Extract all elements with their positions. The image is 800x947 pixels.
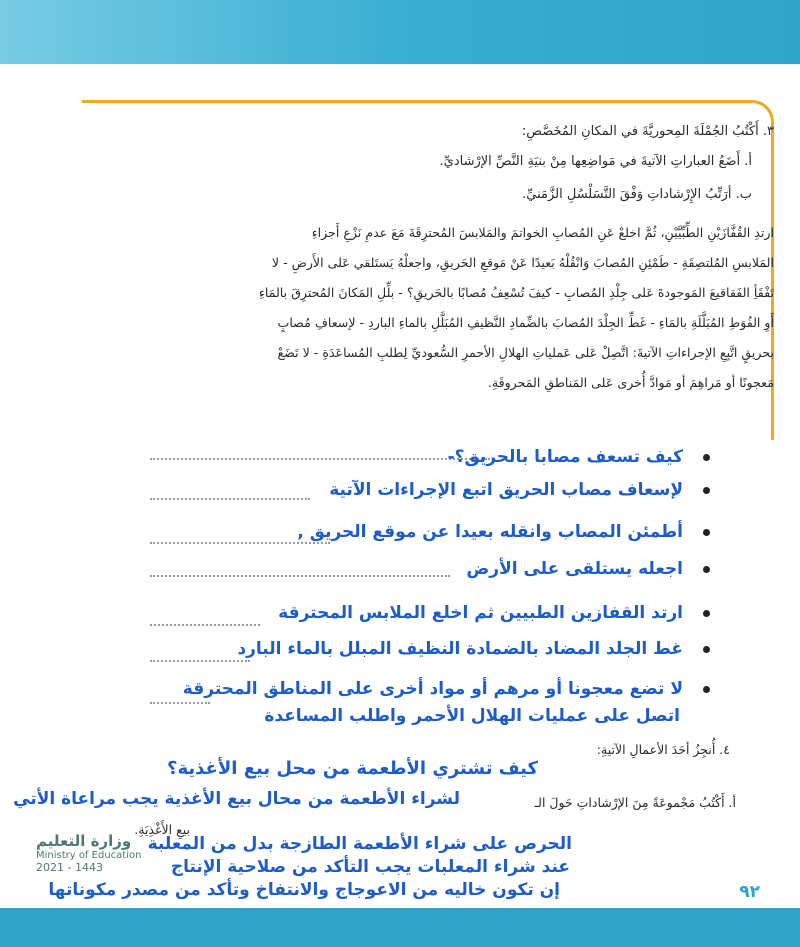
exercise4-title: ٤. أُنجِزُ أحَدَ الأعمالِ الآتيةِ:	[596, 742, 730, 757]
top-banner-gradient	[0, 0, 800, 64]
handwritten-heading: كيف تشتري الأطعمة من محل بيع الأغذية؟	[167, 758, 538, 779]
answer-text: ارتد القفازين الطبيين ثم اخلع الملابس المحترقة	[278, 603, 683, 623]
paragraph-line: مَعجونًا أو مَراهِمَ أو مَوادَّ أُخرى عَلى المَناطقِ المَحروقَةِ.	[487, 375, 774, 390]
answer-row	[237, 632, 710, 666]
answer-line	[150, 458, 490, 460]
answer-text: غط الجلد المضاد بالضمادة النظيف المبلل بالماء البارد	[237, 639, 683, 659]
answer-text: كيف تسعف مصابا بالحريق؟-	[447, 447, 683, 467]
answer-row	[183, 672, 710, 706]
exercise3-item-a: أ. أَضَعُ العباراتِ الآتيةَ في مَواضِعِها مِنْ بنيَةِ النَّصِّ الإرْشاديِّ.	[439, 154, 752, 169]
answer-line	[150, 660, 250, 662]
bottom-banner	[0, 908, 800, 947]
handwritten-line: الحرص على شراء الأطعمة الطازجة بدل من المعلبة	[147, 834, 572, 854]
paragraph-line: أَوِ الفُوَطِ المُبَلَّلَةِ بالمَاءِ - غَطِّ الجِلْدَ المُصابَ بالضِّمادِ النَّظيفِ المُبَلَّلِ بالماءِ الباردِ - لإسعافِ مُصابٍ	[277, 315, 774, 330]
handwritten-line: إن تكون خاليه من الاعوجاج والانتفاخ وتأكد من مصدر مكوناتها	[48, 880, 560, 900]
answer-text: اتصل على عمليات الهلال الأحمر واطلب المساعدة	[264, 706, 680, 726]
answer-line	[150, 498, 310, 500]
instruction-paragraph	[74, 218, 774, 398]
answer-text: لإسعاف مصاب الحريق اتبع الإجراءات الآتية	[329, 480, 683, 500]
exercise4-item-a-end: بيعِ الأَغْذِيَةِ.	[134, 822, 190, 837]
handwritten-line: عند شراء المعلبات يجب التأكد من صلاحية الإنتاج	[170, 857, 570, 877]
answer-text: أطمئن المصاب وانقله بعيدا عن موقع الحريق ,	[297, 522, 683, 542]
bullet-dot	[703, 487, 710, 494]
paragraph-line: ارتدِ القُفَّازَيْنِ الطِّبِّيَّيْنِ، ثُمَّ اخلعْ عَنِ المُصابِ الخواتمَ والمَلابسَ المُحترِقَةَ مَعَ عدمِ نَزْعِ أَجزاءِ	[311, 225, 774, 240]
paragraph-line: المَلابسِ المُلتصِقَةِ - طَمْئِنِ المُصابَ وَانْقُلْهُ بَعيدًا عَنْ مَوقعِ الحَريقِ، واجعلْهُ يَستَلقي عَلى الأَرضِ - لا	[271, 255, 774, 270]
bullet-dot	[703, 610, 710, 617]
bullet-dot	[703, 454, 710, 461]
answer-row	[329, 473, 710, 507]
bullet-dot	[703, 529, 710, 536]
ministry-logo	[36, 832, 156, 874]
bullet-dot	[703, 566, 710, 573]
answer-row	[466, 552, 710, 586]
answer-line	[150, 575, 450, 577]
answer-text: لا تضع معجونا أو مرهم أو مواد أخرى على المناطق المحترقة	[182, 679, 683, 699]
paragraph-line: بحريقٍ اتَّبِعِ الإجراءاتِ الآتيةَ: اتَّصِلْ عَلى عَملياتِ الهلالِ الأحمرِ السُّعوديِّ لِطلبِ المُساعَدَةِ - لا تَضَعْ	[277, 345, 774, 360]
logo-year: 2021 - 1443	[36, 861, 103, 874]
exercise3-item-b: ب. أرَتِّبُ الإِرْشاداتِ وَفْقَ التَّسَلْسُلِ الزَّمَنيِّ.	[522, 187, 752, 202]
paragraph-line: تَفْقَأِ الفَقاقيعَ المَوجودةَ عَلى جِلْدِ المُصابِ - كيفَ تُسْعِفُ مُصابًا بالحَريقِ؟ - بلِّلِ المَكانَ المُحترِقَ بالمَاءِ	[258, 285, 774, 300]
logo-arabic: وزارة التعليم	[36, 832, 132, 850]
page-number: ٩٢	[739, 882, 760, 902]
answer-line	[150, 624, 260, 626]
exercise3-title: ٣. أَكْتُبُ الجُمْلَةَ المِحوريَّةَ في المكانِ المُخَصَّصِ:	[521, 124, 774, 139]
answer-text: اجعله يستلقى على الأرض	[466, 559, 683, 579]
bullet-dot	[703, 686, 710, 693]
answer-row	[297, 515, 710, 549]
logo-english: Ministry of Education	[36, 850, 142, 861]
bullet-dot	[703, 646, 710, 653]
exercise4-item-a: أ. أَكْتُبُ مَجْموعَةً مِنَ الإرْشاداتِ حَولَ الـ	[534, 795, 736, 810]
answer-row	[278, 596, 710, 630]
answer-row	[448, 440, 710, 474]
handwritten-line: لشراء الأطعمة من محال بيع الأغذية يجب مراعاة الأتي	[13, 789, 460, 809]
